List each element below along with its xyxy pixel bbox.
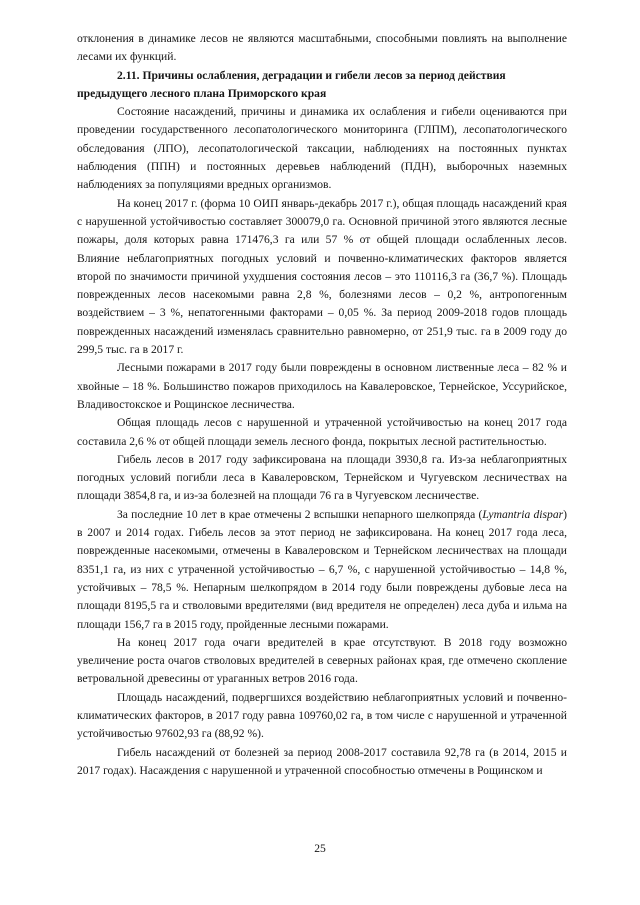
document-body xyxy=(77,30,567,780)
page-number: 25 xyxy=(314,842,326,855)
paragraph-total-area-share: Общая площадь лесов с нарушенной и утраченной устойчивостью на конец 2017 года составила 2,6 % от общей площади земель лесного фонда, покрытых лесной растительностью. xyxy=(77,416,567,448)
paragraph-forest-death-2017: Гибель лесов в 2017 году зафиксирована на площади 3930,8 га. Из-за неблагоприятных погодных условий погибли леса в Кавалеровском, Тернейском и Чугуевском лесничествах на площади 3854,8 га, и из-за болезней на площади 76 га в Чугуевском лесничестве. xyxy=(77,452,567,503)
species-name-italic: Lymantria dispar xyxy=(482,507,564,521)
gypsy-moth-text-before: За последние 10 лет в крае отмечены 2 вспышки непарного шелкопряда ( xyxy=(117,507,483,521)
paragraph-forest-fires: Лесными пожарами в 2017 году были повреждены в основном лиственные леса – 82 % и хвойные – 18 %. Большинство пожаров приходилось на Кавалеровское, Тернейское, Уссурийское, Владивостокское и Рощинское лесничества. xyxy=(77,361,567,411)
paragraph-disease-death: Гибель насаждений от болезней за период 2008-2017 составила 92,78 га (в 2014, 2015 и 2017 годах). Насаждения с нарушенной и утраченной способностью отмечены в Рощинском и xyxy=(77,745,567,777)
paragraph-gypsy-moth xyxy=(77,506,567,634)
paragraph-continuation: отклонения в динамике лесов не являются масштабными, способными повлиять на выполнение лесами их функций. xyxy=(77,32,567,64)
gypsy-moth-text-after: ) в 2007 и 2014 годах. Гибель лесов за этот период не зафиксирована. На конец 2017 года леса, поврежденные насекомыми, отмечены в Кавалеровском и Тернейском лесничествах на площади 8351,1 га, из них с утраченной устойчивостью – 6,7 %, с нарушенной устойчивостью – 14,8 %, устойчивых – 78,5 %. Непарным шелкопрядом в 2014 году были повреждены дубовые леса на площади 8195,5 га и стволовыми вредителями (вид вредителя не определен) леса дуба и ильма на площади 156,7 га в 2015 году, пройденные лесными пожарами. xyxy=(77,507,568,631)
paragraph-adverse-conditions: Площадь насаждений, подвергшихся воздействию неблагоприятных условий и почвенно-климатических факторов, в 2017 году равна 109760,02 га, в том числе с нарушенной и утраченной устойчивостью 97602,93 га (88,92 %). xyxy=(77,690,567,741)
paragraph-pest-outbreaks: На конец 2017 года очаги вредителей в крае отсутствуют. В 2018 году возможно увеличение роста очагов стволовых вредителей в северных районах края, где отмечено скопление ветровальной древесины от ураганных ветров 2016 года. xyxy=(77,635,567,686)
paragraph-monitoring-methods: Состояние насаждений, причины и динамика их ослабления и гибели оцениваются при проведении государственного лесопатологического мониторинга (ГЛПМ), лесопатологического обследования (ЛПО), лесопатологической таксации, наблюдениях на постоянных пунктах наблюдения (ППН) и постоянных деревьев наблюдений (ПДН), выборочных наземных наблюдениях за популяциями вредных организмов. xyxy=(77,105,567,192)
paragraph-damaged-area-2017: На конец 2017 г. (форма 10 ОИП январь-декабрь 2017 г.), общая площадь насаждений края с нарушенной устойчивостью составляет 300079,0 га. Основной причиной этого являются лесные пожары, доля которых равна 171476,3 га или 57 % от общей площади ослабленных лесов. Влияние неблагоприятных погодных условий и почвенно-климатических факторов является второй по значимости причиной ухудшения состояния лесов – это 110116,3 га (36,7 %). Площадь поврежденных лесов насекомыми равна 2,8 %, болезнями лесов – 0,2 %, антропогенным воздействием – 3 %, непатогенными факторами – 0,05 %. За период 2009-2018 годов площадь поврежденных насаждений изменялась сравнительно равномерно, от 251,9 тыс. га в 2009 году до 299,5 тыс. га в 2017 г. xyxy=(77,196,567,357)
section-heading: 2.11. Причины ослабления, деградации и гибели лесов за период действия предыдущего лесного плана Приморского края xyxy=(77,68,506,100)
